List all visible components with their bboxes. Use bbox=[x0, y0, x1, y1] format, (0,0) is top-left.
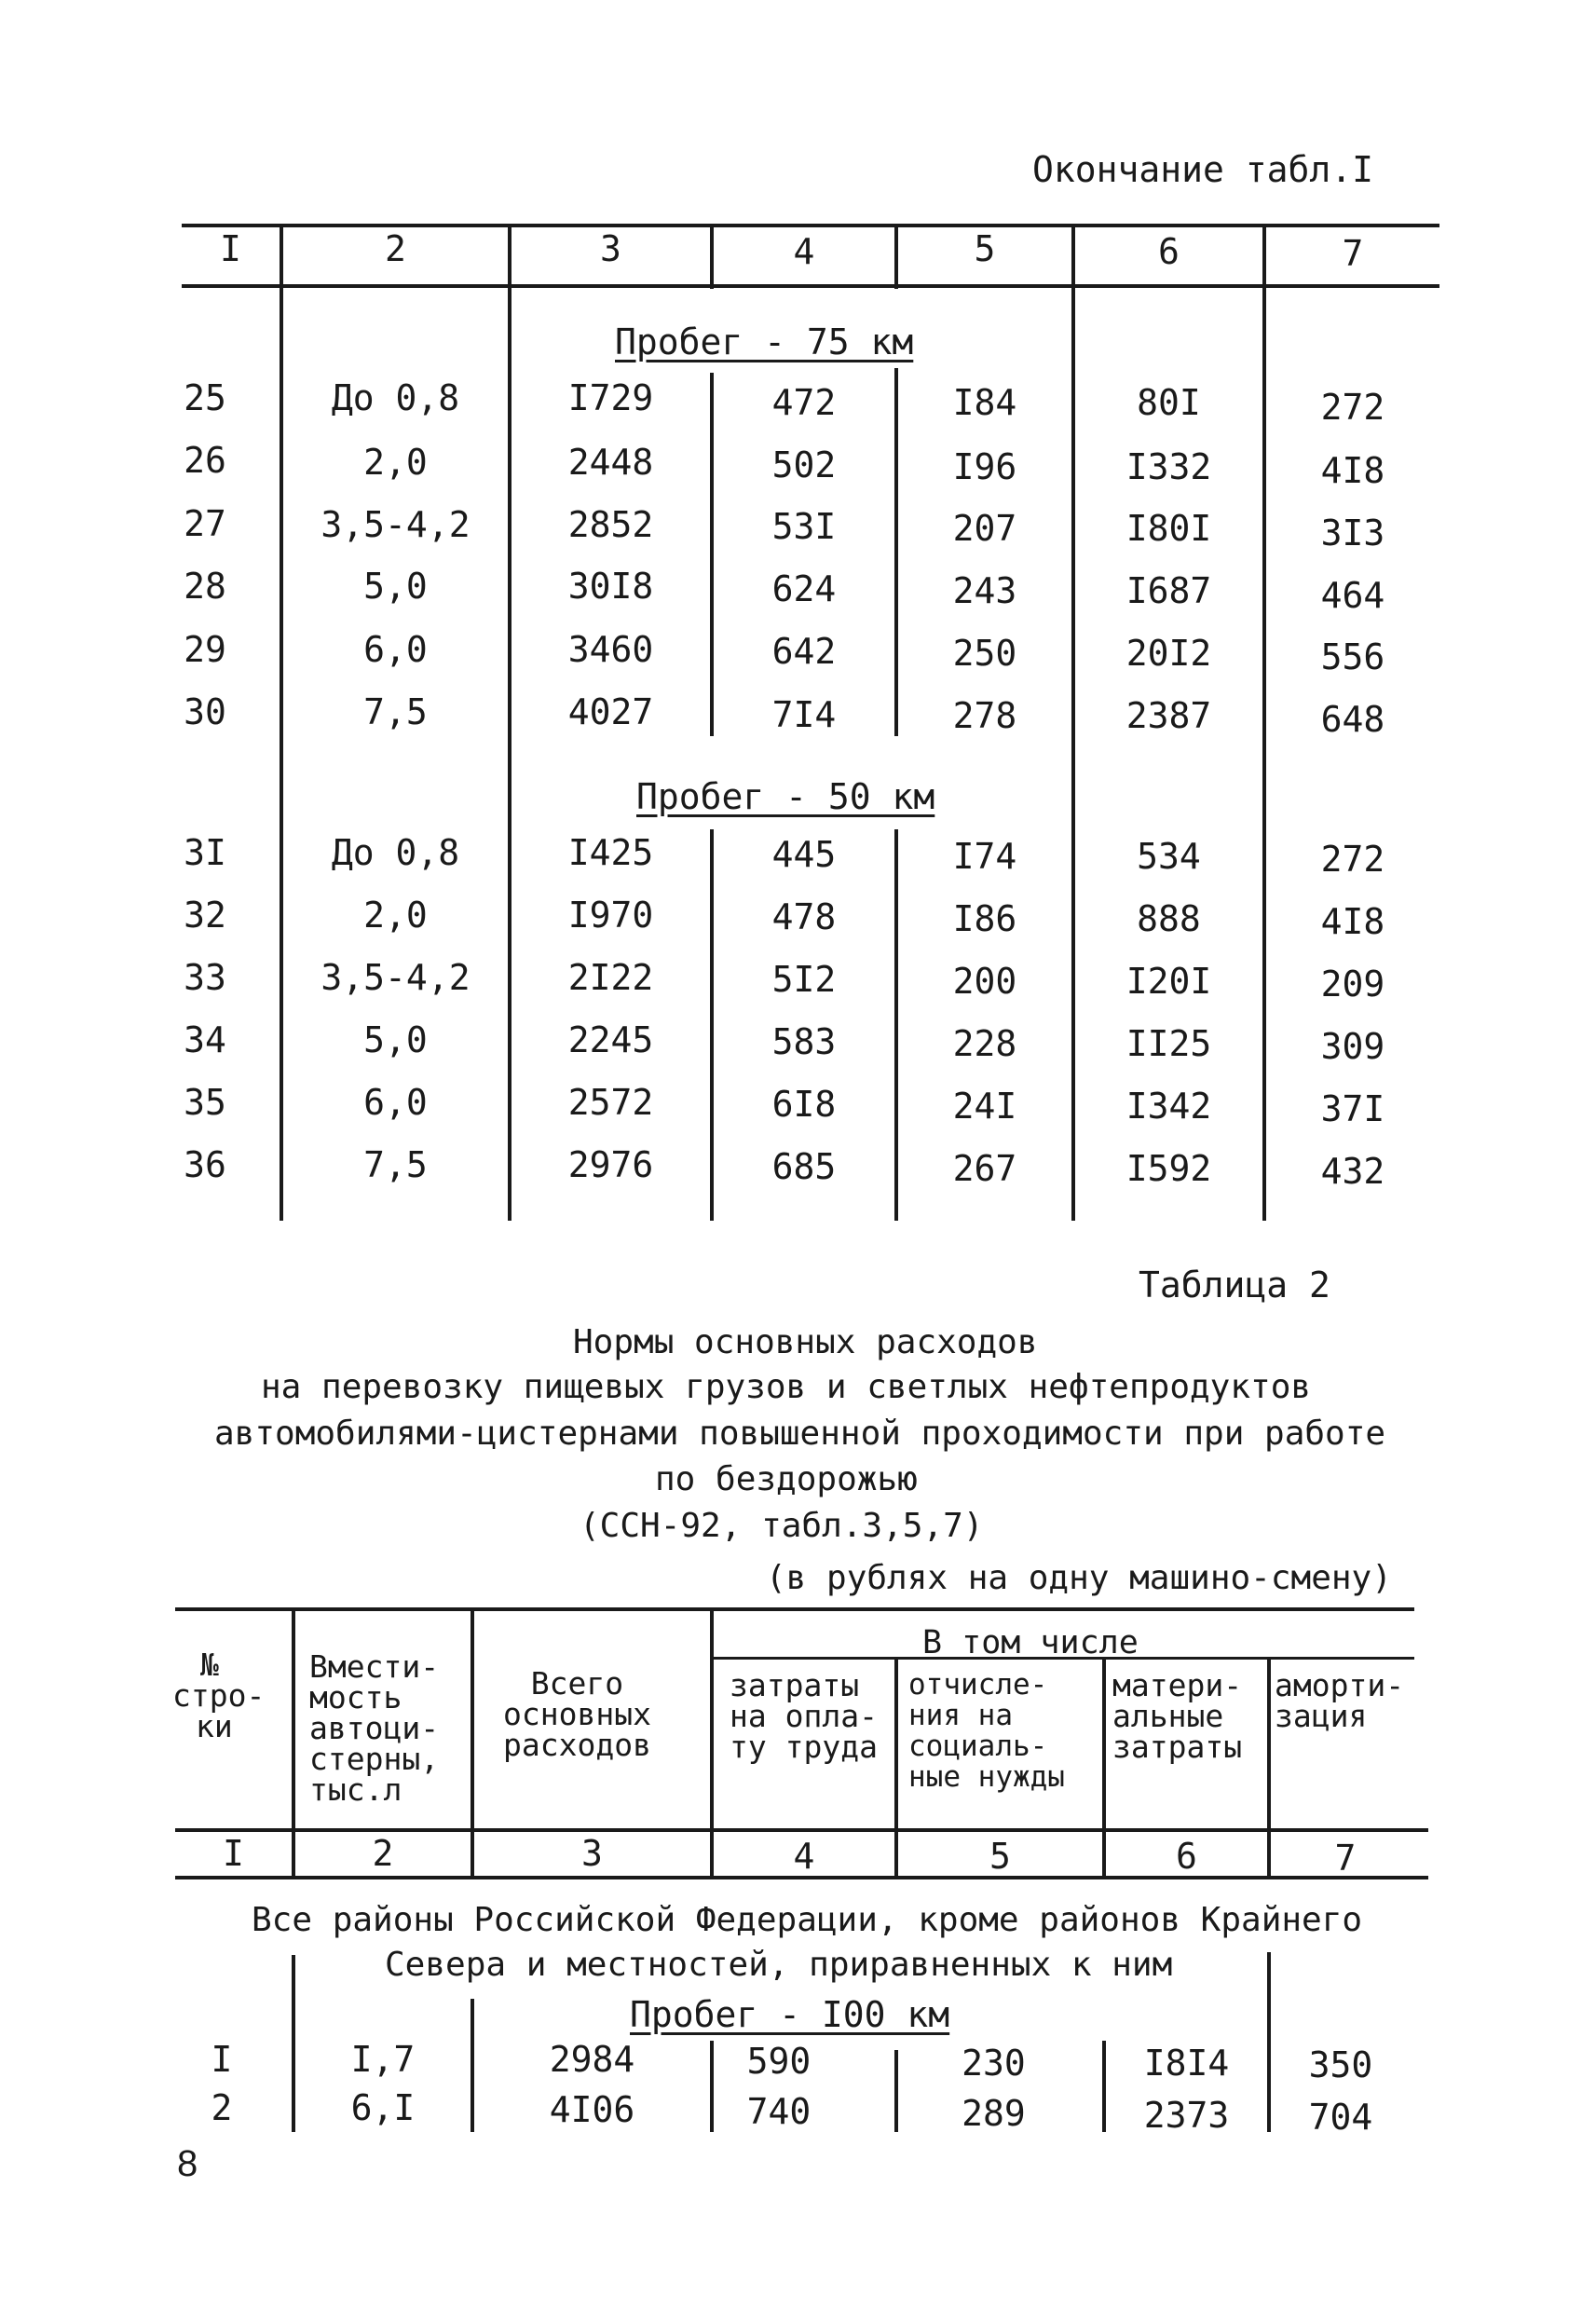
table1-cell: 26 bbox=[184, 440, 226, 481]
table1-cell: 3I bbox=[184, 832, 226, 873]
table1-cell: До 0,8 bbox=[331, 377, 460, 418]
table2-region-line: Все районы Российской Федерации, кроме районов Крайнего bbox=[252, 1901, 1363, 1939]
table2-header-rule bbox=[175, 1828, 1428, 1832]
table1-cell: 228 bbox=[952, 1023, 1017, 1064]
table1-cell: 29 bbox=[184, 629, 226, 670]
table1-cell: I332 bbox=[1125, 446, 1212, 487]
table1-cell: 7I4 bbox=[771, 694, 837, 735]
table1-cell: 502 bbox=[771, 444, 837, 485]
table2-region-line: Севера и местностей, приравненных к ним bbox=[385, 1946, 1173, 1984]
header-line: расходов bbox=[503, 1727, 651, 1763]
table1-cell: 272 bbox=[1320, 839, 1385, 880]
table1-cell: 32 bbox=[184, 895, 226, 936]
table1-cell: 3460 bbox=[567, 629, 654, 670]
table2-header-depreciation bbox=[1275, 1667, 1405, 1734]
table1-cell: I687 bbox=[1125, 570, 1212, 611]
table1-cell: I84 bbox=[952, 382, 1017, 423]
table1-cell: 534 bbox=[1137, 836, 1201, 877]
table1-cell: 207 bbox=[952, 508, 1017, 549]
table1-cell: 2245 bbox=[567, 1019, 654, 1060]
header-line: аморти- bbox=[1275, 1667, 1405, 1703]
table1-cell: 556 bbox=[1320, 636, 1385, 677]
table1-cell: 2976 bbox=[567, 1144, 654, 1185]
header-line: ки bbox=[196, 1708, 233, 1744]
table1-cell: 5,0 bbox=[363, 566, 428, 607]
header-line: стро- bbox=[172, 1677, 266, 1714]
table1-continuation-label: Окончание табл.I bbox=[1032, 149, 1374, 190]
table1-cell: 6,0 bbox=[363, 1082, 428, 1123]
table1-cell: 2,0 bbox=[363, 895, 428, 936]
table1-cell: 464 bbox=[1320, 575, 1385, 616]
table1-cell: 7,5 bbox=[363, 1144, 428, 1185]
table1-cell: 3,5-4,2 bbox=[321, 957, 471, 998]
table2-cell: I,7 bbox=[350, 2039, 416, 2080]
table2-cell: 2984 bbox=[549, 2039, 635, 2080]
table1-cell: 33 bbox=[184, 957, 226, 998]
table1-cell: 2572 bbox=[567, 1082, 654, 1123]
table2-number-col-7: 7 bbox=[1334, 1838, 1357, 1879]
table2-number-col-5: 5 bbox=[989, 1836, 1011, 1877]
table1-cell: 478 bbox=[771, 896, 837, 937]
table1-cell: 4027 bbox=[567, 691, 654, 732]
table1-cell: 4I8 bbox=[1320, 901, 1385, 942]
header-line: альные bbox=[1112, 1698, 1224, 1734]
table1-cell: I96 bbox=[952, 446, 1017, 487]
table1-header-col-2: 2 bbox=[385, 228, 406, 269]
table1-cell: 5,0 bbox=[363, 1019, 428, 1060]
table1-vline-3b bbox=[710, 373, 714, 736]
table2-title-line: по бездорожью bbox=[655, 1460, 918, 1498]
header-line: матери- bbox=[1112, 1667, 1243, 1703]
header-line: ния на bbox=[908, 1699, 1013, 1732]
table2-number-col-1: I bbox=[223, 1833, 244, 1874]
table2-number-col-4: 4 bbox=[793, 1836, 815, 1877]
table2-cell: 4I06 bbox=[549, 2089, 635, 2130]
table1-cell: I592 bbox=[1125, 1148, 1212, 1189]
table2-number-col-3: 3 bbox=[581, 1833, 603, 1874]
table2-title-line: автомобилями-цистернами повышенной проходимости при работе bbox=[214, 1415, 1386, 1453]
table1-cell: I729 bbox=[567, 377, 654, 418]
header-line: отчисле- bbox=[908, 1668, 1048, 1702]
table1-cell: 209 bbox=[1320, 964, 1385, 1005]
table2-header-capacity bbox=[309, 1648, 440, 1808]
header-line: затраты bbox=[730, 1667, 860, 1703]
table1-cell: 685 bbox=[771, 1146, 837, 1187]
table1-cell: 7,5 bbox=[363, 691, 428, 732]
table1-cell: 25 bbox=[184, 377, 226, 418]
table1-cell: 53I bbox=[771, 506, 837, 547]
table1-cell: 642 bbox=[771, 631, 837, 672]
table1-cell: I86 bbox=[952, 898, 1017, 939]
table2-header-materials bbox=[1112, 1667, 1243, 1765]
table1-cell: 309 bbox=[1320, 1026, 1385, 1067]
table1-cell: 432 bbox=[1320, 1151, 1385, 1192]
table1-header-col-6: 6 bbox=[1158, 231, 1180, 272]
header-line: стерны, bbox=[309, 1741, 440, 1777]
table2-number-col-2: 2 bbox=[372, 1833, 394, 1874]
table1-cell: 24I bbox=[952, 1086, 1017, 1127]
header-line: тыс.л bbox=[309, 1771, 402, 1808]
page-number: 8 bbox=[177, 2143, 198, 2184]
table1-cell: 583 bbox=[771, 1021, 837, 1062]
table1-cell: 267 bbox=[952, 1148, 1017, 1189]
table1-cell: 20I2 bbox=[1125, 633, 1212, 674]
table2-cell: 740 bbox=[746, 2091, 812, 2132]
table1-vline-4b bbox=[894, 368, 898, 736]
table1-header-rule bbox=[182, 284, 1439, 288]
table1-cell: 4I8 bbox=[1320, 450, 1385, 491]
table1-header-col-4: 4 bbox=[793, 231, 815, 272]
table2-cell: 590 bbox=[746, 2041, 812, 2082]
table2-cell: 2373 bbox=[1143, 2095, 1230, 2136]
header-line: ные нужды bbox=[908, 1760, 1065, 1794]
table2-section-title: Пробег - I00 км bbox=[630, 1994, 950, 2035]
table1-cell: 28 bbox=[184, 566, 226, 607]
table1-cell: I425 bbox=[567, 832, 654, 873]
table1-cell: 243 bbox=[952, 570, 1017, 611]
table1-cell: 472 bbox=[771, 382, 837, 423]
table2-units: (в рублях на одну машино-смену) bbox=[766, 1559, 1392, 1597]
table2-header-group: В том числе bbox=[922, 1624, 1139, 1661]
table1-cell: 2387 bbox=[1125, 695, 1212, 736]
table1-cell: 2I22 bbox=[567, 957, 654, 998]
table2-label: Таблица 2 bbox=[1139, 1264, 1330, 1305]
table2-cell: 2 bbox=[211, 2087, 233, 2128]
table1-cell: 445 bbox=[771, 834, 837, 875]
header-line: на опла- bbox=[730, 1698, 878, 1734]
table1-cell: 6,0 bbox=[363, 629, 428, 670]
table1-header-col-5: 5 bbox=[974, 228, 996, 269]
table2-header-row-number bbox=[172, 1649, 265, 1742]
table2-title-line: (ССН-92, табл.3,5,7) bbox=[580, 1507, 984, 1545]
table1-cell: I74 bbox=[952, 836, 1017, 877]
table1-cell: 3,5-4,2 bbox=[321, 504, 471, 545]
table1-cell: II25 bbox=[1125, 1023, 1212, 1064]
table2-header-total bbox=[503, 1665, 651, 1763]
table1-cell: 200 bbox=[952, 961, 1017, 1002]
header-line: затраты bbox=[1112, 1729, 1243, 1765]
table1-cell: До 0,8 bbox=[331, 832, 460, 873]
table2-cell: 350 bbox=[1308, 2044, 1373, 2085]
table1-top-rule bbox=[182, 224, 1439, 227]
table2-header-social bbox=[908, 1670, 1065, 1793]
table2-title-line: Нормы основных расходов bbox=[573, 1323, 1038, 1361]
table1-cell: 624 bbox=[771, 568, 837, 609]
table2-number-col-6: 6 bbox=[1176, 1836, 1197, 1877]
header-line: № bbox=[200, 1647, 219, 1683]
table1-cell: I970 bbox=[567, 895, 654, 936]
header-line: ту труда bbox=[730, 1729, 878, 1765]
header-line: Вмести- bbox=[309, 1648, 440, 1685]
table2-header-labor bbox=[730, 1667, 878, 1765]
table1-cell: 5I2 bbox=[771, 959, 837, 1000]
table2-cell: I bbox=[211, 2039, 233, 2080]
header-line: основных bbox=[503, 1696, 651, 1732]
table1-cell: I342 bbox=[1125, 1086, 1212, 1127]
table1-cell: 6I8 bbox=[771, 1084, 837, 1125]
table1-cell: I20I bbox=[1125, 961, 1212, 1002]
table2-cell: 704 bbox=[1308, 2097, 1373, 2138]
table1-cell: 3I3 bbox=[1320, 513, 1385, 554]
table1-header-col-3: 3 bbox=[600, 228, 621, 269]
table1-cell: 30I8 bbox=[567, 566, 654, 607]
table1-cell: 37I bbox=[1320, 1088, 1385, 1129]
table1-header-col-1: I bbox=[220, 228, 241, 269]
table1-cell: 888 bbox=[1137, 898, 1201, 939]
table1-cell: 278 bbox=[952, 695, 1017, 736]
table2-top-rule bbox=[175, 1607, 1414, 1611]
table2-cell: I8I4 bbox=[1143, 2043, 1230, 2084]
table1-cell: 2448 bbox=[567, 442, 654, 483]
table1-cell: 27 bbox=[184, 503, 226, 544]
table1-cell: 80I bbox=[1137, 382, 1201, 423]
table1-section-title: Пробег - 75 км bbox=[615, 321, 914, 362]
header-line: автоци- bbox=[309, 1710, 440, 1746]
table1-cell: 250 bbox=[952, 633, 1017, 674]
table1-cell: 30 bbox=[184, 691, 226, 732]
table1-cell: I80I bbox=[1125, 508, 1212, 549]
table2-cell: 230 bbox=[962, 2043, 1026, 2084]
table1-cell: 272 bbox=[1320, 387, 1385, 428]
table1-section-title: Пробег - 50 км bbox=[636, 776, 935, 817]
table1-cell: 2,0 bbox=[363, 442, 428, 483]
table1-cell: 2852 bbox=[567, 504, 654, 545]
header-line: социаль- bbox=[908, 1729, 1048, 1763]
table1-cell: 36 bbox=[184, 1144, 226, 1185]
table1-cell: 34 bbox=[184, 1019, 226, 1060]
header-line: мость bbox=[309, 1679, 402, 1715]
table2-cell: 289 bbox=[962, 2093, 1026, 2134]
table1-header-col-7: 7 bbox=[1342, 233, 1364, 274]
table2-title-line: на перевозку пищевых грузов и светлых нефтепродуктов bbox=[261, 1368, 1312, 1406]
header-line: Всего bbox=[530, 1665, 624, 1702]
table2-cell: 6,I bbox=[350, 2087, 416, 2128]
header-line: зация bbox=[1275, 1698, 1368, 1734]
table1-cell: 648 bbox=[1320, 699, 1385, 740]
table1-cell: 35 bbox=[184, 1082, 226, 1123]
